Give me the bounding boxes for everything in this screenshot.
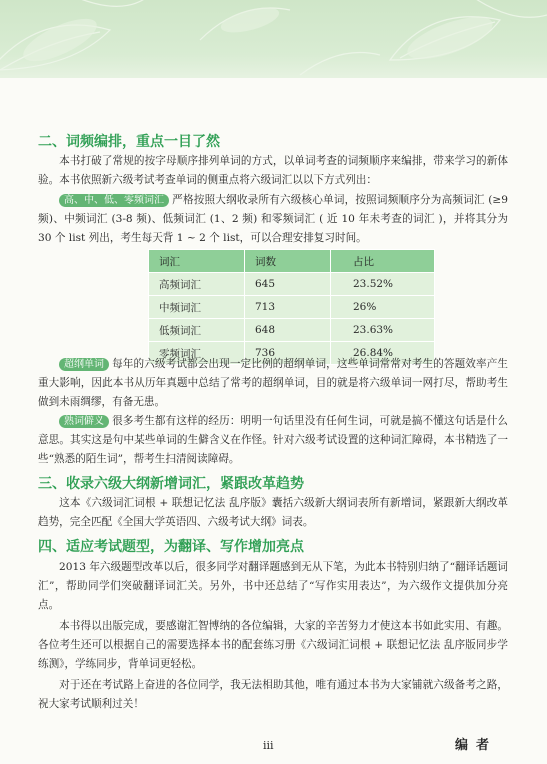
- table-cell-ratio: 23.52%: [331, 273, 435, 296]
- table-cell-category: 低频词汇: [149, 319, 245, 342]
- section-3-text: 这本《六级词汇词根 + 联想记忆法 乱序版》囊括六级新大纲词表所有新增词，紧跟新大纲改革趋势，完全匹配《全国大学英语四、六级考试大纲》词表。: [38, 497, 508, 528]
- section-2-intro-paragraph: [38, 152, 508, 190]
- table-cell-category: 零频词汇: [149, 342, 245, 365]
- column-header-ratio: 占比: [331, 250, 435, 273]
- rare-meanings-paragraph: [38, 412, 508, 469]
- section-2-heading: 二、词频编排，重点一目了然: [38, 134, 220, 150]
- beyond-syllabus-text: 每年的六级考试都会出现一定比例的超纲单词，这些单词常常对考生的答题效率产生重大影响，因此本书从历年真题中总结了常考的超纲单词，目的就是将六级单词一网打尽，帮助考生做到未雨绸缪，有备无患。: [38, 358, 508, 408]
- table-cell-category: 中频词汇: [149, 296, 245, 319]
- section-4-text-2: 本书得以出版完成，要感谢汇智博纳的各位编辑，大家的辛苦努力才使这本书如此实用、有趣。各位考生还可以根据自己的需要选择本书的配套练习册《六级词汇词根 + 联想记忆法 乱序版同步学练测》，学练同步，背单词更轻松。: [38, 620, 508, 670]
- section-4-paragraph-1: [38, 558, 508, 615]
- frequency-words-text: 严格按照大纲收录所有六级核心单词，按照词频顺序分为高频词汇 (≥9 频)、中频词汇 (3-8 频)、低频词汇 (1、2 频) 和零频词汇 ( 近 10 年未考查的词汇 )，并将其分为 30 个 list 列出，考生每天背 1 ~ 2 个 list，可以合理安排复习时间。: [38, 194, 508, 244]
- rare-meanings-tag: 熟词僻义: [59, 415, 109, 428]
- table-cell-ratio: 26%: [331, 296, 435, 319]
- rare-meanings-text: 很多考生都有这样的经历：明明一句话里没有任何生词，可就是搞不懂这句话是什么意思。其实这是句中某些单词的生僻含义在作怪。针对六级考试设置的这种词汇障碍，本书精选了一些“熟悉的陌生词”，帮考生扫清阅读障碍。: [38, 415, 508, 465]
- section-2-intro-text: 本书打破了常规的按字母顺序排列单词的方式，以单词考查的词频顺序来编排，带来学习的新体验。本书依照新六级考试考查单词的侧重点将六级词汇以以下方式列出：: [38, 155, 508, 186]
- table-cell-count: 736: [245, 342, 331, 365]
- table-row: [149, 319, 435, 342]
- table-header-row: [149, 250, 435, 273]
- section-4-text-3: 对于还在考试路上奋进的各位同学，我无法相助其他，唯有通过本书为大家铺就六级备考之路，祝大家考试顺利过关！: [38, 679, 508, 710]
- frequency-words-tag: 高、中、低、零频词汇: [59, 194, 169, 207]
- section-4-heading: 四、适应考试题型，为翻译、写作增加亮点: [38, 539, 304, 555]
- frequency-words-paragraph: [38, 191, 508, 248]
- table-cell-ratio: 26.84%: [331, 342, 435, 365]
- word-frequency-table: [148, 249, 435, 365]
- table-cell-count: 645: [245, 273, 331, 296]
- beyond-syllabus-tag: 超纲单词: [59, 358, 109, 371]
- table-cell-category: 高频词汇: [149, 273, 245, 296]
- table-cell-ratio: 23.63%: [331, 319, 435, 342]
- section-4-text-1: 2013 年六级题型改革以后，很多同学对翻译题感到无从下笔，为此本书特别归纳了“翻译话题词汇”，帮助同学们突破翻译词汇关。另外，书中还总结了“写作实用表达”，为六级作文提供加分亮点。: [38, 561, 508, 611]
- table-row: [149, 273, 435, 296]
- column-header-category: 词汇: [149, 250, 245, 273]
- section-4-paragraph-3: [38, 676, 508, 714]
- section-3-heading: 三、收录六级大纲新增词汇，紧跟改革趋势: [38, 476, 304, 492]
- column-header-count: 词数: [245, 250, 331, 273]
- section-3-paragraph: [38, 494, 508, 532]
- section-4-paragraph-2: [38, 617, 508, 674]
- page-number: iii: [263, 739, 274, 752]
- beyond-syllabus-paragraph: [38, 355, 508, 412]
- table-cell-count: 713: [245, 296, 331, 319]
- table-cell-count: 648: [245, 319, 331, 342]
- table-row: [149, 296, 435, 319]
- author-signature: 编者: [455, 738, 498, 753]
